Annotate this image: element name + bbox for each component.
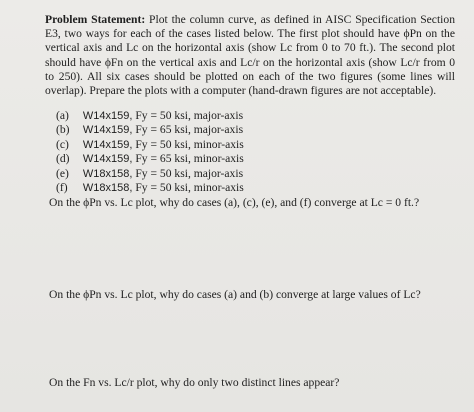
case-shape: W14x159, — [82, 138, 133, 151]
case-item-f — [56, 181, 316, 195]
case-item-d — [56, 152, 316, 166]
case-detail: Fy = 50 ksi, minor-axis — [135, 181, 244, 195]
case-shape: W18x158, — [82, 167, 133, 180]
case-item-a — [56, 109, 316, 123]
case-shape: W14x159, — [82, 124, 133, 137]
problem-statement — [45, 13, 455, 98]
question-converge-large: On the ϕPn vs. Lc plot, why do cases (a) and (b) converge at large values of Lc? — [49, 288, 421, 301]
case-detail: Fy = 65 ksi, minor-axis — [135, 152, 244, 166]
question-two-lines: On the Fn vs. Lc/r plot, why do only two distinct lines appear? — [49, 376, 340, 389]
case-marker: (d) — [56, 152, 70, 166]
case-shape: W18x158, — [82, 182, 133, 195]
case-marker: (b) — [56, 123, 70, 137]
case-shape: W14x159, — [82, 110, 133, 122]
case-item-c — [56, 138, 316, 152]
case-item-b — [56, 123, 316, 137]
case-detail: Fy = 50 ksi, minor-axis — [135, 137, 244, 151]
case-marker: (e) — [56, 166, 69, 180]
case-list — [56, 109, 316, 195]
case-detail: Fy = 50 ksi, major-axis — [135, 166, 244, 180]
case-shape: W14x159, — [82, 153, 133, 166]
case-detail: Fy = 65 ksi, major-axis — [135, 123, 244, 137]
problem-statement-text: Plot the column curve, as defined in AISC Specification Section E3, two ways for each of the cases listed below. The first plot should have ϕPn on the vertical axis and Lc on the horizontal axis (show Lc from 0 to 70 ft.). The second plot should have ϕFn on the vertical axis and Lc/r on the horizontal axis (show Lc/r from 0 to 250). All six cases should be plotted on each of the two figures (some lines will overlap). Prepare the plots with a computer (hand-drawn figures are not acceptable). — [45, 13, 455, 98]
case-marker: (a) — [56, 109, 69, 122]
case-marker: (c) — [56, 137, 69, 151]
problem-statement-lead: Problem Statement: — [45, 13, 146, 26]
case-marker: (f) — [56, 181, 68, 195]
case-detail: Fy = 50 ksi, major-axis — [135, 109, 244, 122]
case-item-e — [56, 167, 316, 181]
question-converge-zero: On the ϕPn vs. Lc plot, why do cases (a), (c), (e), and (f) converge at Lc = 0 ft.? — [49, 196, 420, 209]
